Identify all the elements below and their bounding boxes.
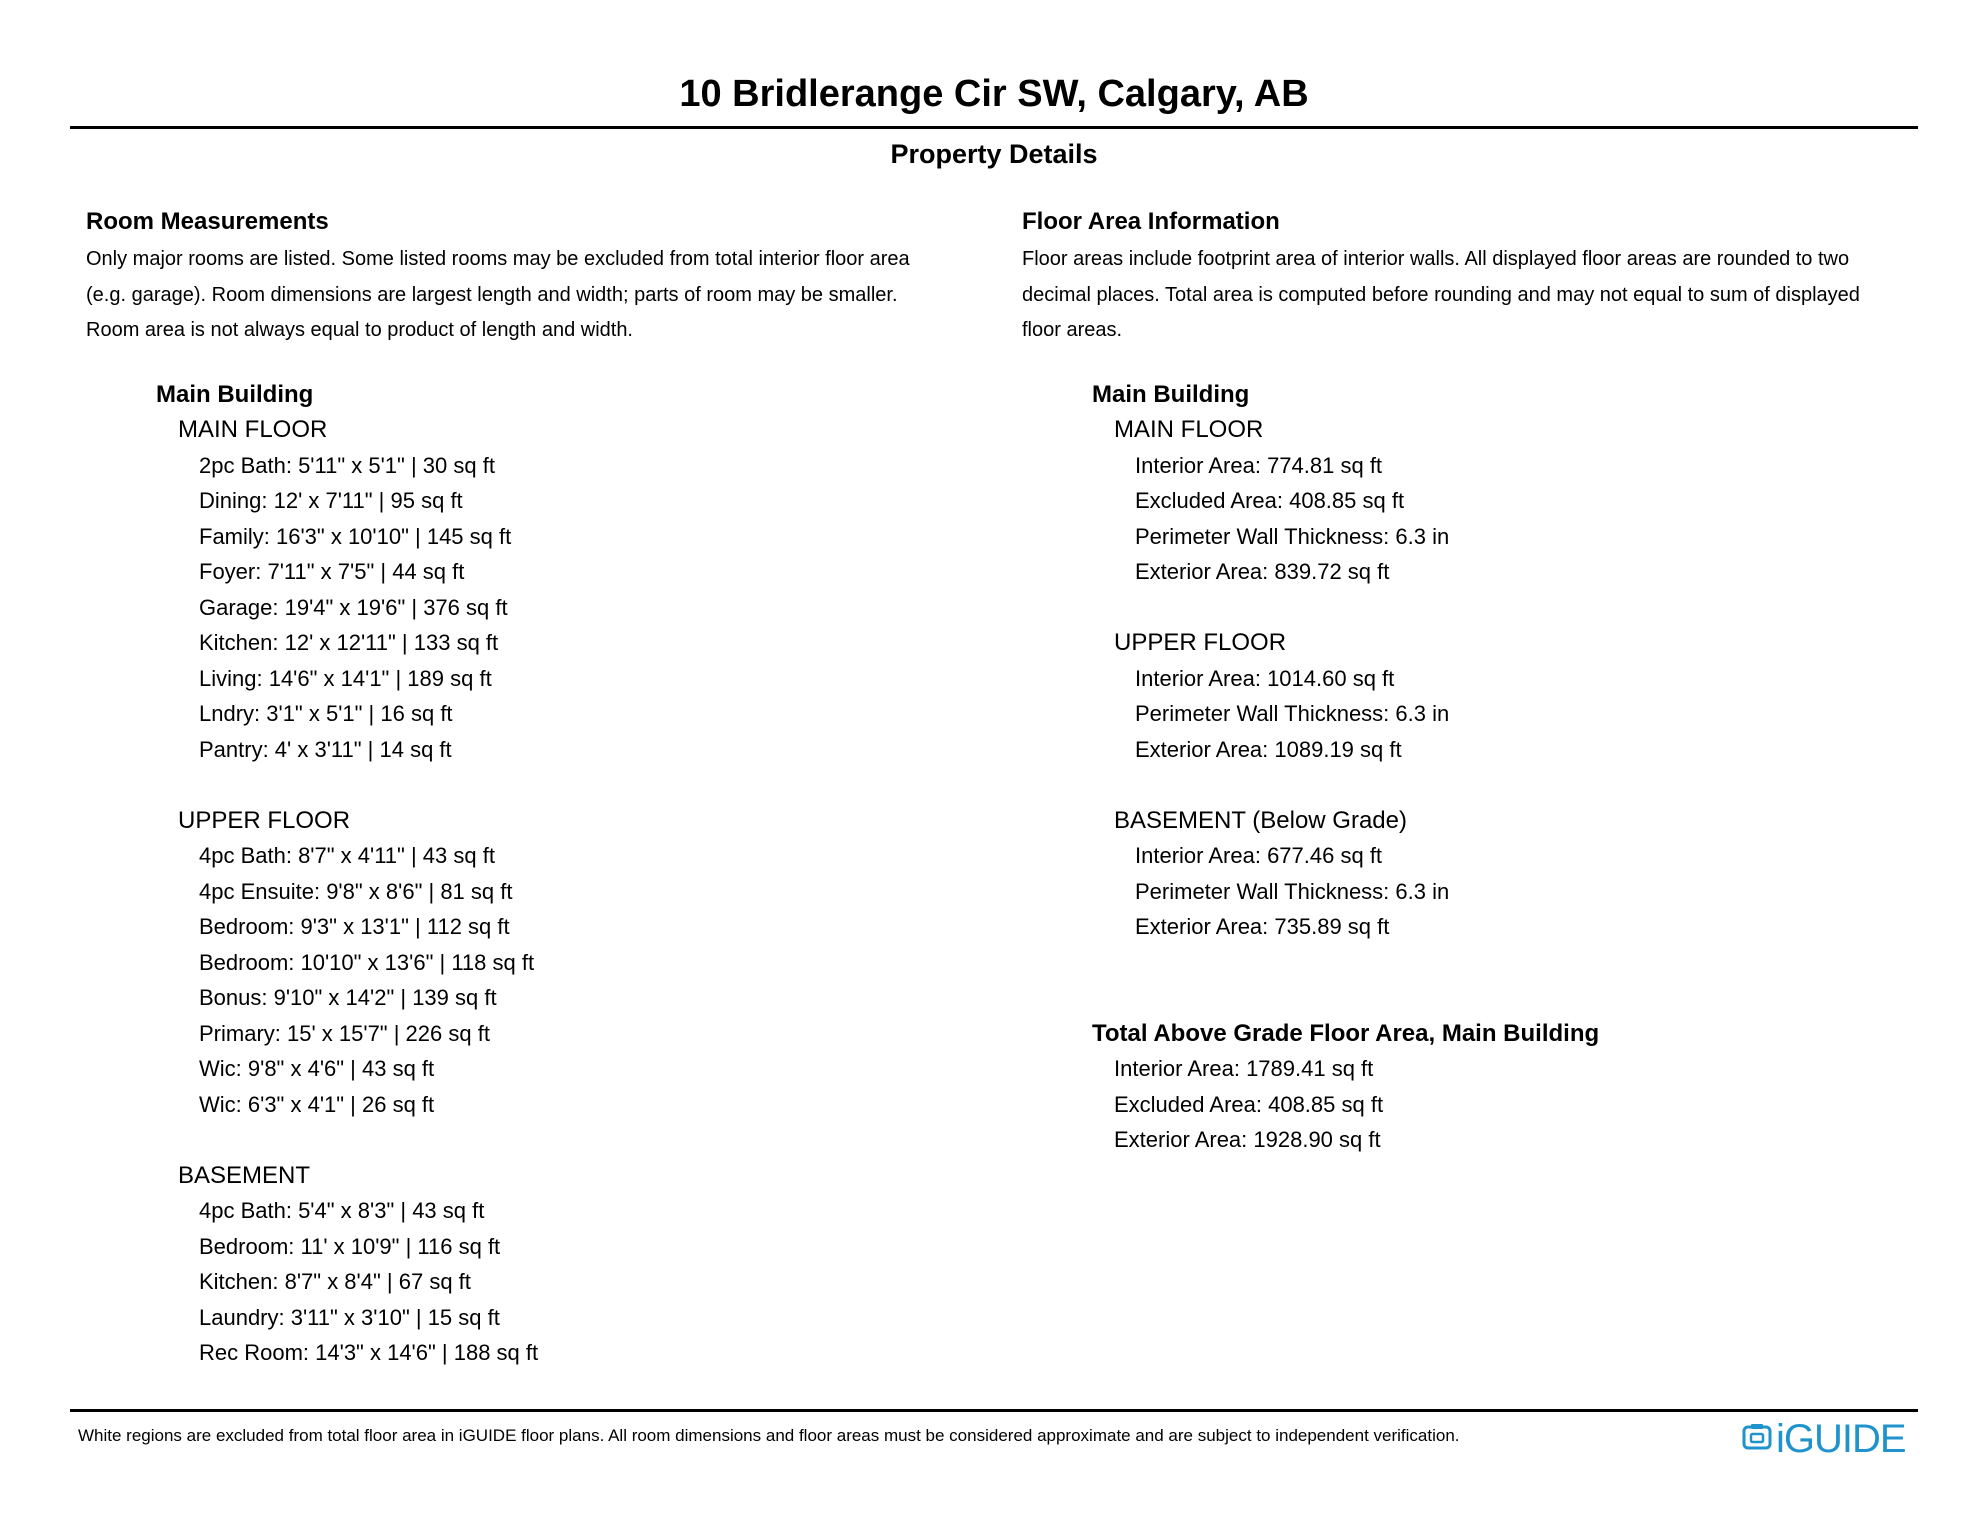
total-area-entry: Exterior Area: 1928.90 sq ft <box>1114 1127 1381 1152</box>
area-entry: Excluded Area: 408.85 sq ft <box>1135 488 1405 513</box>
floor-heading-main: MAIN FLOOR <box>178 416 328 443</box>
total-area-entry: Interior Area: 1789.41 sq ft <box>1114 1056 1374 1081</box>
floor-heading-upper: UPPER FLOOR <box>1114 629 1287 656</box>
description-line: floor areas. <box>1022 319 1123 341</box>
building-heading: Main Building <box>156 380 314 408</box>
page-title: 10 Bridlerange Cir SW, Calgary, AB <box>679 73 1309 115</box>
floor-heading-main: MAIN FLOOR <box>1114 416 1264 443</box>
area-entry: Exterior Area: 735.89 sq ft <box>1135 914 1390 939</box>
floor-area-heading: Floor Area Information <box>1022 208 1280 235</box>
floor-area-description <box>1022 242 1922 349</box>
room-entry: Laundry: 3'11" x 3'10" | 15 sq ft <box>199 1304 500 1330</box>
room-entry: Bedroom: 11' x 10'9" | 116 sq ft <box>199 1233 501 1259</box>
room-entry: Rec Room: 14'3" x 14'6" | 188 sq ft <box>199 1340 539 1365</box>
room-entry: 2pc Bath: 5'11" x 5'1" | 30 sq ft <box>199 452 495 478</box>
description-line: Room area is not always equal to product of length and width. <box>86 319 633 341</box>
iguide-logo-text: iGUIDE <box>1776 1417 1906 1461</box>
room-entry: Family: 16'3" x 10'10" | 145 sq ft <box>199 523 512 549</box>
footer-disclaimer: White regions are excluded from total floor area in iGUIDE floor plans. All room dimensions and floor areas must be considered approximate and are subject to independent verification. <box>78 1426 1460 1445</box>
page-subtitle: Property Details <box>890 139 1098 169</box>
room-entry: Primary: 15' x 15'7" | 226 sq ft <box>199 1020 490 1046</box>
floor-heading-basement: BASEMENT (Below Grade) <box>1114 806 1407 834</box>
room-entry: Bonus: 9'10" x 14'2" | 139 sq ft <box>199 985 497 1010</box>
room-measurements-heading: Room Measurements <box>86 208 329 235</box>
room-entry: Garage: 19'4" x 19'6" | 376 sq ft <box>199 594 508 620</box>
area-entry: Interior Area: 677.46 sq ft <box>1135 843 1383 868</box>
room-entry: Kitchen: 8'7" x 8'4" | 67 sq ft <box>199 1269 471 1294</box>
description-line: Floor areas include footprint area of interior walls. All displayed floor areas are rounded to two <box>1022 248 1850 270</box>
room-entry: Dining: 12' x 7'11" | 95 sq ft <box>199 488 463 513</box>
room-entry: Kitchen: 12' x 12'11" | 133 sq ft <box>199 630 499 655</box>
room-entry: Lndry: 3'1" x 5'1" | 16 sq ft <box>199 701 453 726</box>
area-entry: Perimeter Wall Thickness: 6.3 in <box>1135 701 1450 726</box>
iguide-camera-icon <box>1742 1422 1772 1457</box>
iguide-logo <box>1742 1416 1906 1462</box>
description-line: decimal places. Total area is computed before rounding and may not equal to sum of displayed <box>1022 283 1860 306</box>
room-entry: 4pc Bath: 5'4" x 8'3" | 43 sq ft <box>199 1198 485 1223</box>
description-line: Only major rooms are listed. Some listed rooms may be excluded from total interior floor area <box>86 248 910 270</box>
room-entry: Foyer: 7'11" x 7'5" | 44 sq ft <box>199 559 465 584</box>
area-entry: Exterior Area: 839.72 sq ft <box>1135 559 1390 584</box>
floor-heading-basement: BASEMENT <box>178 1161 311 1189</box>
building-heading: Main Building <box>1092 380 1250 408</box>
room-entry: 4pc Bath: 8'7" x 4'11" | 43 sq ft <box>199 843 495 868</box>
room-entry: Wic: 9'8" x 4'6" | 43 sq ft <box>199 1056 435 1081</box>
area-entry: Interior Area: 774.81 sq ft <box>1135 452 1383 478</box>
room-entry: 4pc Ensuite: 9'8" x 8'6" | 81 sq ft <box>199 878 513 904</box>
room-entry: Bedroom: 9'3" x 13'1" | 112 sq ft <box>199 914 510 939</box>
header-divider <box>70 126 1918 129</box>
area-entry: Perimeter Wall Thickness: 6.3 in <box>1135 523 1450 549</box>
area-entry: Exterior Area: 1089.19 sq ft <box>1135 736 1402 762</box>
room-entry: Bedroom: 10'10" x 13'6" | 118 sq ft <box>199 949 535 975</box>
room-measurements-description <box>86 242 986 349</box>
footer-divider <box>70 1409 1918 1412</box>
room-measurements-section <box>86 202 986 1371</box>
room-entry: Pantry: 4' x 3'11" | 14 sq ft <box>199 736 452 762</box>
floor-heading-upper: UPPER FLOOR <box>178 806 351 834</box>
area-entry: Interior Area: 1014.60 sq ft <box>1135 665 1395 691</box>
room-entry: Living: 14'6" x 14'1" | 189 sq ft <box>199 665 492 691</box>
area-entry: Perimeter Wall Thickness: 6.3 in <box>1135 878 1450 904</box>
floor-area-section <box>1022 202 1922 1158</box>
total-area-heading: Total Above Grade Floor Area, Main Building <box>1092 1019 1600 1047</box>
description-line: (e.g. garage). Room dimensions are largest length and width; parts of room may be smaller. <box>86 283 898 306</box>
room-entry: Wic: 6'3" x 4'1" | 26 sq ft <box>199 1091 435 1117</box>
total-area-entry: Excluded Area: 408.85 sq ft <box>1114 1091 1384 1117</box>
